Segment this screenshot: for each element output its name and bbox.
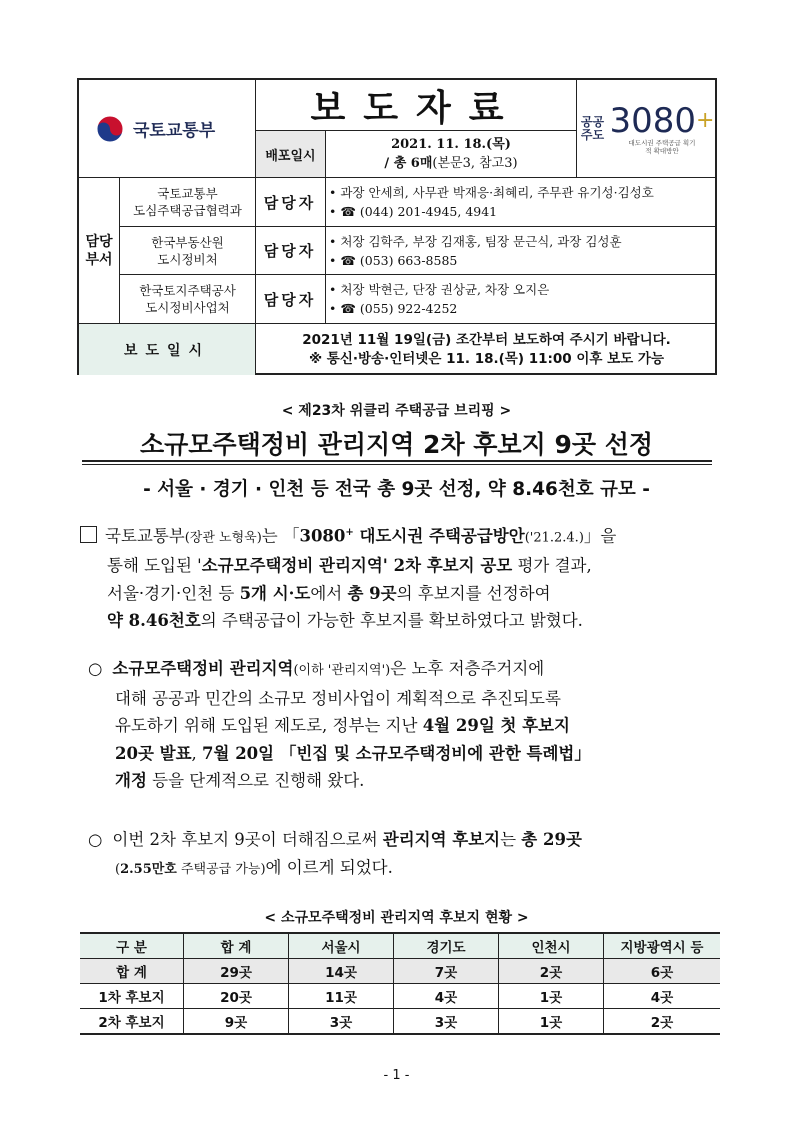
table-row: [80, 984, 720, 1009]
table-cell: 14곳: [289, 959, 394, 984]
main-title: 소규모주택정비 관리지역 2차 후보지 9곳 선정: [139, 430, 653, 459]
release-time-line1: 2021년 11월 19일(금) 조간부터 보도하여 주시기 바랍니다.: [302, 331, 671, 348]
table-header-cell: 인천시: [499, 933, 604, 959]
table-header-cell: 구 분: [80, 933, 184, 959]
checkbox-bullet-icon: [80, 526, 97, 543]
contact-details: • 과장 안세희, 사무관 박재응·최혜리, 주무관 유기성·김성호 • ☎ (044) 201-4945, 4941: [329, 185, 654, 219]
distribution-date-line2: / 총 6매(본문3, 참고3): [384, 156, 518, 171]
paragraph-main: 국토교통부(장관 노형욱)는 「3080+ 대도시권 주택공급방안('21.2.4.)」을 통해 도입된 '소규모주택정비 관리지역' 2차 후보지 공모 평가 결과, 서울·경기·인천 등 5개 시·도에서 총 9곳의 후보지를 선정하여 약 8.46천호의 주택공급이 가능한 후보지를 확보하였다고 밝혔다.: [80, 519, 720, 635]
distribution-date-label: 배포일시: [256, 131, 325, 177]
contact-role: 담당자: [263, 290, 317, 309]
table-cell: 3곳: [394, 1009, 499, 1035]
contact-org: 국토교통부 도심주택공급협력과: [133, 186, 242, 218]
brand-tagline: 대도시권 주택공급 획기적 확대방안: [628, 138, 696, 155]
release-time-label: 보도일시: [79, 324, 255, 375]
table-cell: 7곳: [394, 959, 499, 984]
table-row: [80, 959, 720, 984]
table-header-cell: 합 계: [184, 933, 289, 959]
bullet-circle-icon: ○: [88, 659, 103, 678]
table-cell: 2곳: [499, 959, 604, 984]
page-number: - 1 -: [383, 1068, 410, 1083]
table-header-cell: 지방광역시 등: [604, 933, 721, 959]
brand-number: 3080: [609, 100, 697, 141]
bullet-circle-icon: ○: [88, 830, 103, 849]
brand-vertical-text: 공공 주도: [580, 114, 605, 142]
release-time-line2: ※ 통신·방송·인터넷은 11. 18.(목) 11:00 이후 보도 가능: [308, 350, 665, 367]
paragraph-bullet-2: ○ 이번 2차 후보지 9곳이 더해짐으로써 관리지역 후보지는 총 29곳 (2.55만호 주택공급 가능)에 이르게 되었다.: [88, 830, 582, 877]
table-cell: 1곳: [499, 1009, 604, 1035]
contact-role: 담당자: [263, 242, 317, 260]
table-cell: 3곳: [289, 1009, 394, 1035]
table-row: [80, 1009, 720, 1035]
table-cell: 1곳: [499, 984, 604, 1009]
candidate-status-table: [80, 932, 720, 1035]
ministry-logo: [79, 80, 255, 177]
press-release-header: [77, 78, 717, 375]
table-cell: 2차 후보지: [80, 1009, 184, 1035]
taegeuk-emblem-icon: [95, 114, 125, 144]
briefing-label: < 제23차 위클리 주택공급 브리핑 >: [281, 403, 512, 419]
table-header-cell: 경기도: [394, 933, 499, 959]
table-cell: 1차 후보지: [80, 984, 184, 1009]
brand-3080-logo: [577, 80, 717, 177]
document-title: 보도자료: [310, 86, 522, 129]
table-cell: 9곳: [184, 1009, 289, 1035]
distribution-date-line1: 2021. 11. 18.(목): [391, 137, 511, 152]
table-cell: 29곳: [184, 959, 289, 984]
contact-role: 담당자: [263, 193, 317, 212]
table-header-cell: 서울시: [289, 933, 394, 959]
table-cell: 11곳: [289, 984, 394, 1009]
title-divider: [82, 460, 712, 462]
release-time: [256, 324, 717, 375]
contact-details: • 처장 김학주, 부장 김재홍, 팀장 문근식, 과장 김성훈 • ☎ (053) 663-8585: [329, 233, 622, 268]
table-cell: 2곳: [604, 1009, 721, 1035]
table-cell: 4곳: [394, 984, 499, 1009]
subtitle: - 서울 · 경기 · 인천 등 전국 총 9곳 선정, 약 8.46천호 규모 -: [143, 479, 650, 500]
contact-org: 한국토지주택공사 도시정비사업처: [139, 283, 236, 315]
table-cell: 20곳: [184, 984, 289, 1009]
table-cell: 4곳: [604, 984, 721, 1009]
table-caption: < 소규모주택정비 관리지역 후보지 현황 >: [264, 910, 529, 926]
contact-org: 한국부동산원 도시정비처: [151, 234, 224, 267]
brand-plus: +: [696, 107, 715, 133]
table-cell: 6곳: [604, 959, 721, 984]
table-cell: 합 계: [80, 959, 184, 984]
title-divider-thin: [82, 464, 712, 465]
table-header-row: [80, 933, 720, 959]
contact-details: • 처장 박현근, 단장 권상균, 차장 오지은 • ☎ (055) 922-4252: [329, 282, 550, 316]
distribution-date: [326, 131, 576, 177]
ministry-name: 국토교통부: [133, 121, 216, 141]
dept-label: 담당 부서: [85, 233, 113, 268]
paragraph-bullet-1: ○ 소규모주택정비 관리지역(이하 '관리지역')은 노후 저층주거지에 대해 공공과 민간의 소규모 정비사업이 계획적으로 추진되도록 유도하기 위해 도입된 제도로, 정부는 지난 4월 29일 첫 후보지 20곳 발표, 7월 20일 「빈집 및 소규모주택정비에 관한 특례법」 개정 등을 단계적으로 진행해 왔다.: [88, 659, 591, 790]
